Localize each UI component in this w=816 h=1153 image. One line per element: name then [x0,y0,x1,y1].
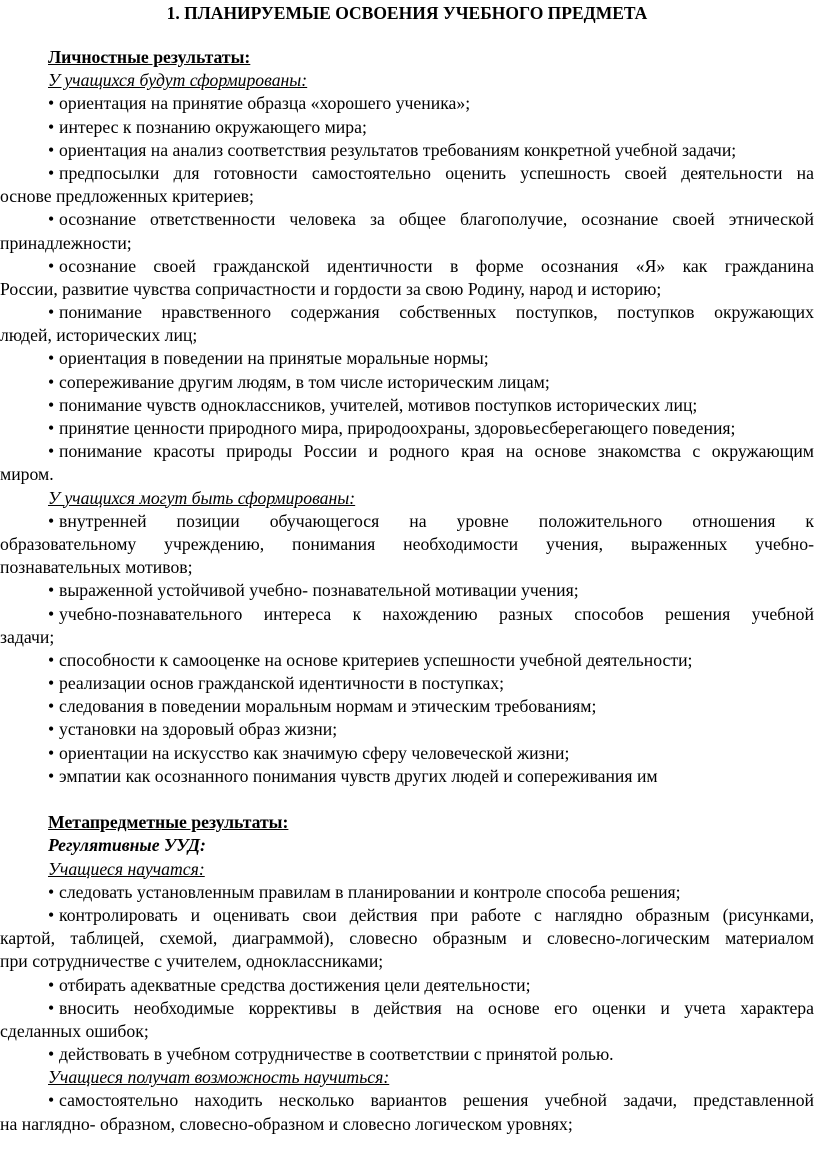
list-item: • ориентация на принятие образца «хорошего ученика»; [0,92,814,115]
list-item: • понимание чувств одноклассников, учителей, мотивов поступков исторических лиц; [0,394,814,417]
list-item: • отбирать адекватные средства достижения цели деятельности; [0,974,814,997]
list-item: • следования в поведении моральным нормам и этическим требованиям; [0,695,814,718]
meta-subheading-will-learn: Учащиеся научатся: [48,858,205,879]
meta-results-heading: Метапредметные результаты: [48,812,289,833]
list-item: • интерес к познанию окружающего мира; [0,116,814,139]
list-item: • предпосылки для готовности самостоятельно оценить успешность своей деятельности на [0,162,814,185]
list-item: • сопереживание другим людям, в том числе историческим лицам; [0,371,814,394]
list-item: • способности к самооценке на основе критериев успешности учебной деятельности; [0,649,814,672]
list-item: • реализации основ гражданской идентичности в поступках; [0,672,814,695]
list-item-continuation: образовательному учреждению, понимания необходимости учения, выраженных учебно- [0,533,814,554]
list-item-continuation: людей, исторических лиц; [0,325,198,346]
list-item-continuation: задачи; [0,626,55,647]
list-item: • контролировать и оценивать свои действия при работе с наглядно образным (рисунками, [0,904,814,927]
page-title: 1. ПЛАНИРУЕМЫЕ ОСВОЕНИЯ УЧЕБНОГО ПРЕДМЕТА [166,3,648,23]
list-item: • ориентация на анализ соответствия результатов требованиям конкретной учебной задачи; [0,139,814,162]
list-item: • следовать установленным правилам в планировании и контроле способа решения; [0,881,814,904]
list-item-continuation: сделанных ошибок; [0,1020,149,1041]
personal-subheading-formed: У учащихся будут сформированы: [48,70,308,91]
list-item: • действовать в учебном сотрудничестве в соответствии с принятой ролью. [0,1043,814,1066]
regulatory-heading: Регулятивные УУД: [48,835,206,856]
list-item-continuation: миром. [0,464,54,485]
personal-subheading-may-form: У учащихся могут быть сформированы: [48,487,356,508]
list-item: • понимание нравственного содержания собственных поступков, поступков окружающих [0,301,814,324]
list-item-continuation: при сотрудничестве с учителем, одноклассниками; [0,951,384,972]
list-item-continuation: основе предложенных критериев; [0,186,254,207]
list-item: • эмпатии как осознанного понимания чувств других людей и сопереживания им [0,765,814,788]
list-item: • понимание красоты природы России и родного края на основе знакомства с окружающим [0,440,814,463]
list-item: • осознание ответственности человека за общее благополучие, осознание своей этнической [0,208,814,231]
list-item: • осознание своей гражданской идентичности в форме осознания «Я» как гражданина [0,255,814,278]
list-item-continuation: на наглядно- образном, словесно-образном и словесно логическом уровнях; [0,1113,573,1134]
list-item-continuation: познавательных мотивов; [0,557,193,578]
list-item: • ориентация в поведении на принятые моральные нормы; [0,347,814,370]
list-item: • внутренней позиции обучающегося на уровне положительного отношения к [0,510,814,533]
list-item: • установки на здоровый образ жизни; [0,718,814,741]
list-item: • вносить необходимые коррективы в действия на основе его оценки и учета характера [0,997,814,1020]
personal-results-heading: Личностные результаты: [48,47,251,67]
list-item: • принятие ценности природного мира, природоохраны, здоровьесберегающего поведения; [0,417,814,440]
list-item: • выраженной устойчивой учебно- познавательной мотивации учения; [0,579,814,602]
list-item-continuation: России, развитие чувства сопричастности и гордости за свою Родину, народ и историю; [0,278,662,299]
list-item-continuation: принадлежности; [0,232,132,253]
list-item: • самостоятельно находить несколько вариантов решения учебной задачи, представленной [0,1089,814,1112]
list-item: • учебно-познавательного интереса к нахождению разных способов решения учебной [0,603,814,626]
list-item: • ориентации на искусство как значимую сферу человеческой жизни; [0,742,814,765]
list-item-continuation: картой, таблицей, схемой, диаграммой), словесно образным и словесно-логическим материалом [0,928,814,949]
meta-subheading-opportunity: Учащиеся получат возможность научиться: [48,1067,390,1088]
